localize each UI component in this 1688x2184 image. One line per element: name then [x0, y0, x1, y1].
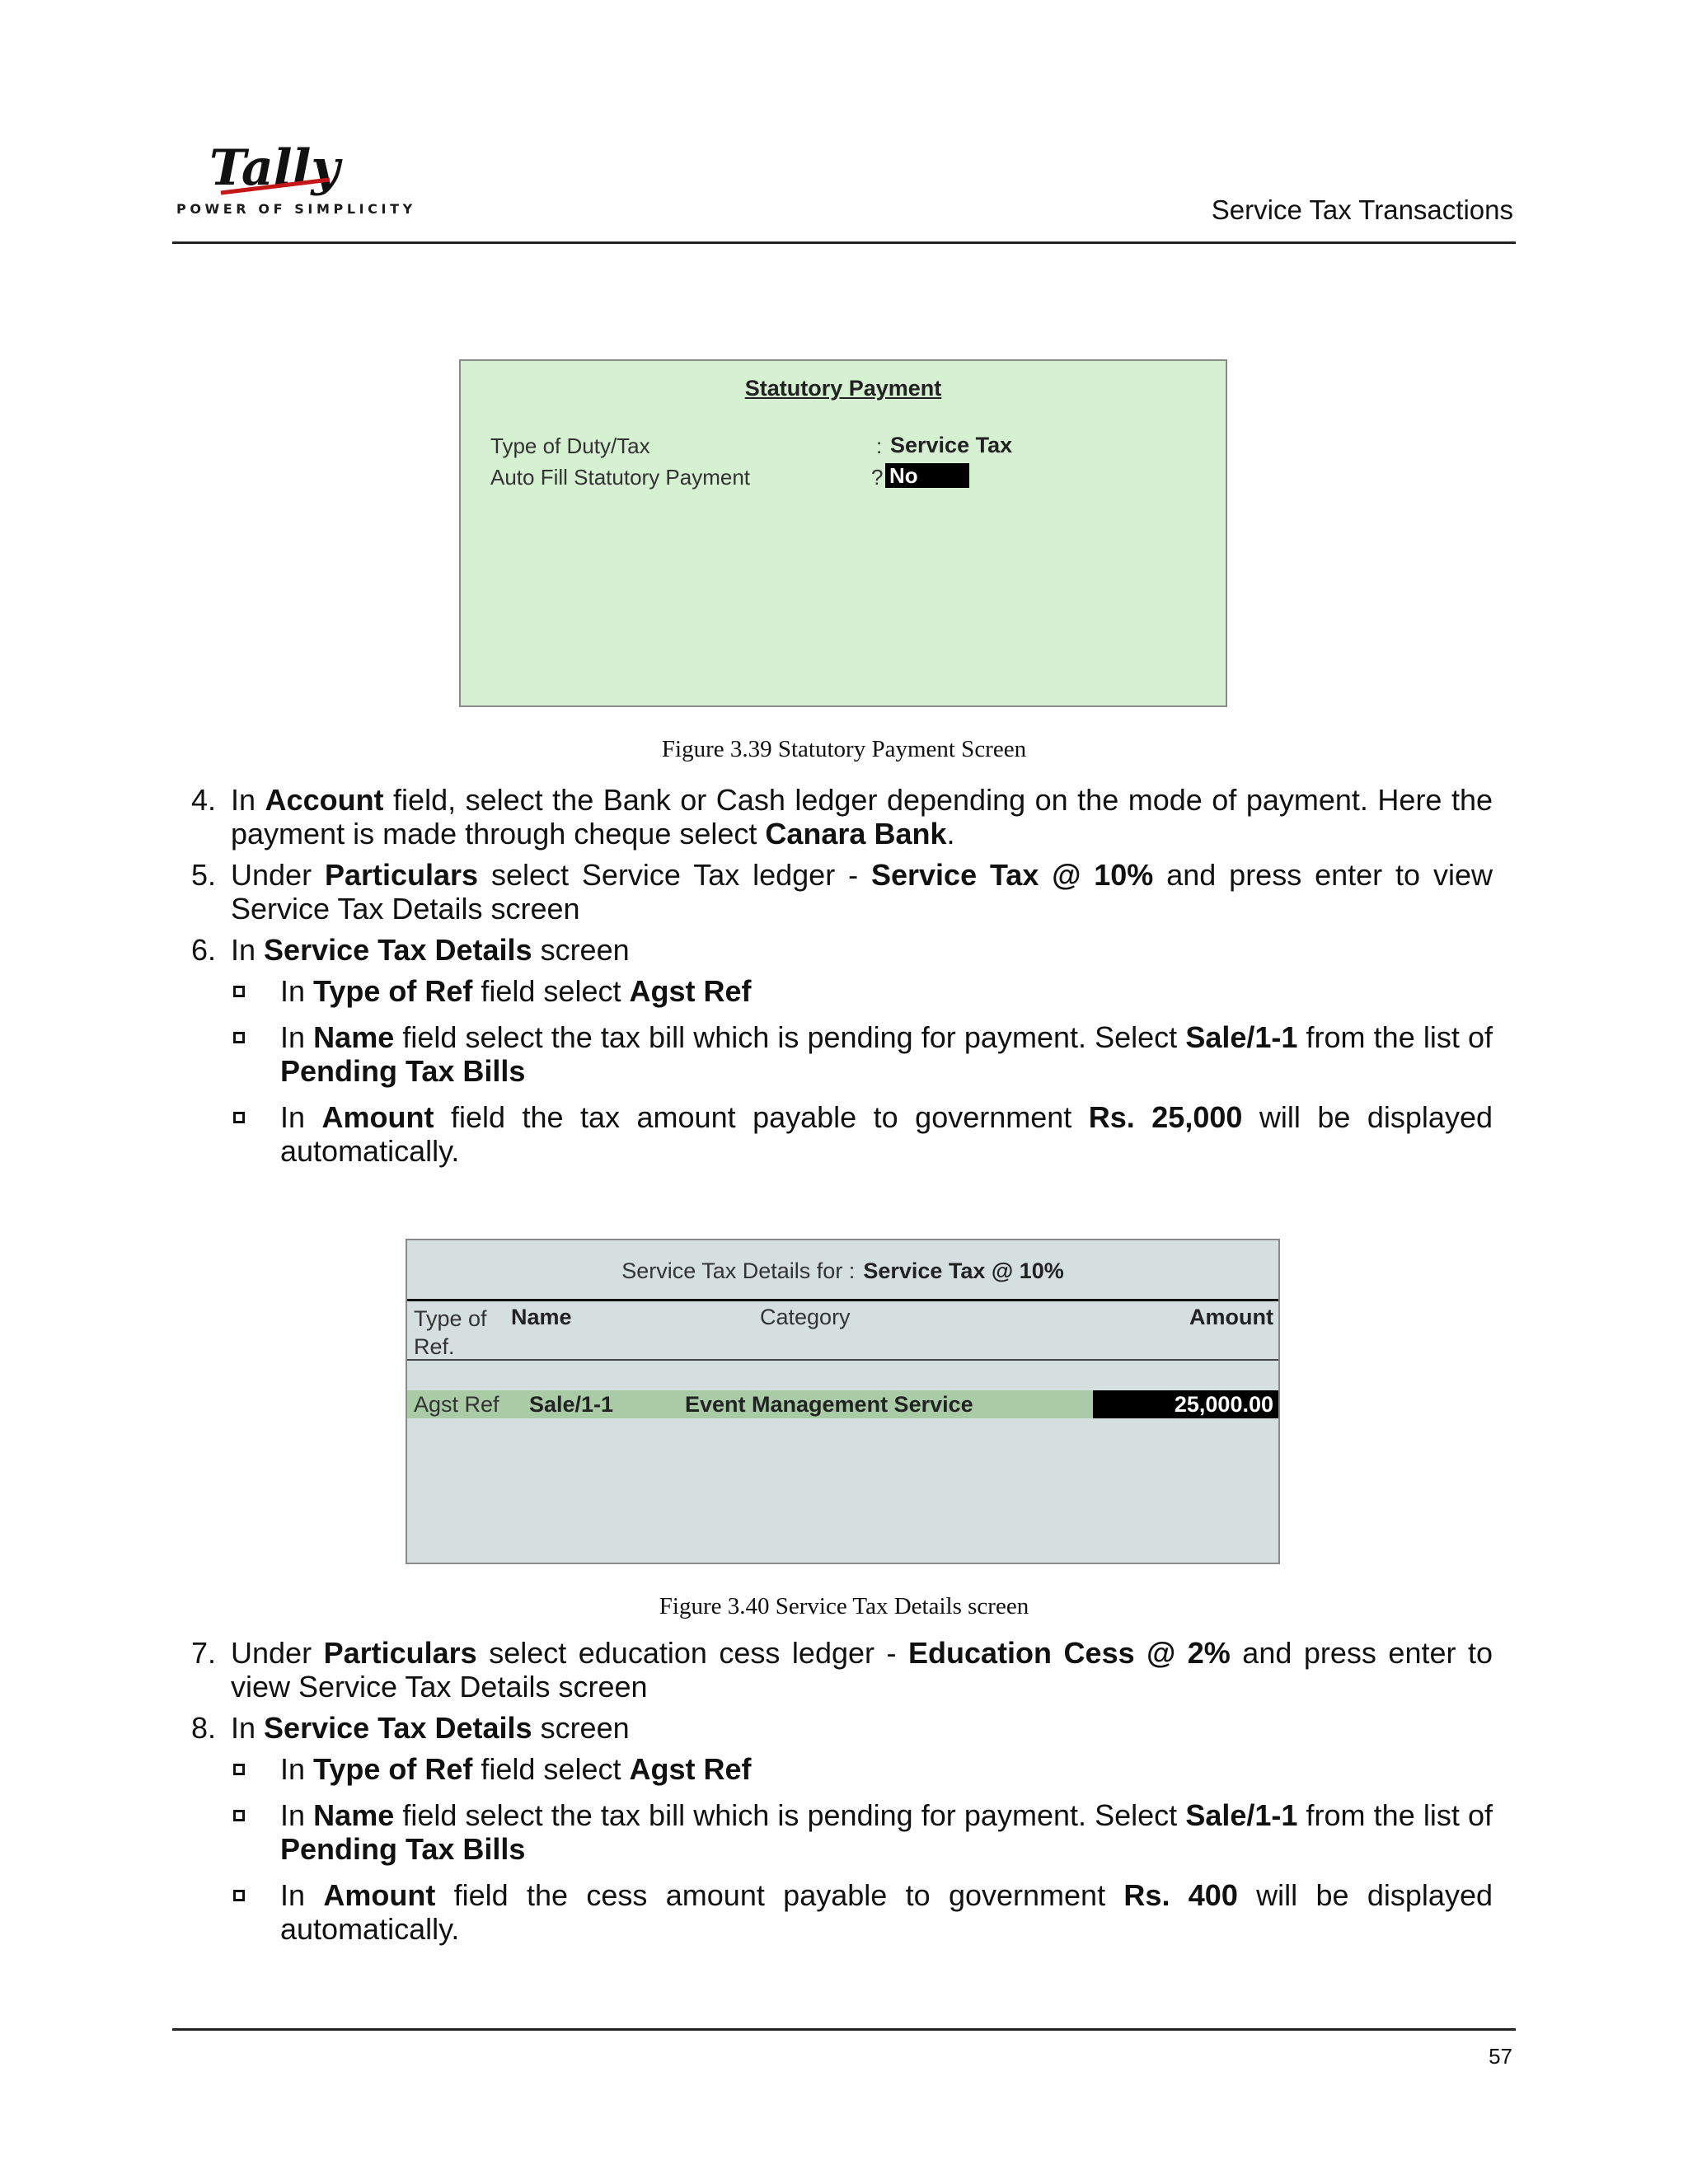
footer-divider: [172, 2028, 1516, 2031]
screen-title: Statutory Payment: [744, 376, 942, 401]
tally-logo-icon: [206, 138, 346, 203]
column-header-type: Type of Ref.: [414, 1306, 487, 1359]
list-item: In Amount field the cess amount payable to government Rs. 400 will be displayed automatically.: [191, 1878, 1493, 1946]
cell-type-of-ref[interactable]: Agst Ref: [414, 1392, 499, 1417]
logo-tagline: POWER OF SIMPLICITY: [176, 201, 416, 217]
list-item: In Name field select the tax bill which is pending for payment. Select Sale/1-1 from the list of Pending Tax Bills: [191, 1020, 1493, 1088]
statutory-payment-screen: [459, 359, 1227, 707]
column-header-category: Category: [760, 1305, 851, 1329]
column-header-name: Name: [511, 1305, 572, 1329]
svg-text:Tally: Tally: [209, 139, 340, 197]
square-bullet-icon: [233, 1890, 245, 1901]
field-label-auto-fill: Auto Fill Statutory Payment: [490, 465, 751, 490]
figure-caption: Figure 3.40 Service Tax Details screen: [659, 1593, 1029, 1619]
list-item: 4. In Account field, select the Bank or Cash ledger depending on the mode of payment. Here the payment is made through cheque select Canara Bank.: [191, 783, 1493, 851]
screen-heading: Service Tax Details for : Service Tax @ 10%: [621, 1258, 1064, 1283]
cell-category: Event Management Service: [685, 1392, 973, 1417]
columns-divider: [407, 1359, 1278, 1361]
list-item: In Type of Ref field select Agst Ref: [191, 1752, 1493, 1786]
page-header-title: Service Tax Transactions: [1211, 194, 1513, 225]
step-number: 5.: [191, 858, 217, 892]
square-bullet-icon: [233, 1764, 245, 1775]
square-bullet-icon: [233, 1810, 245, 1821]
field-separator: :: [876, 434, 883, 458]
square-bullet-icon: [233, 1032, 245, 1043]
field-separator: ?: [871, 465, 884, 490]
table-row[interactable]: [407, 1390, 1278, 1418]
tally-logo: [176, 138, 416, 217]
instruction-block: [191, 1636, 1493, 1958]
field-label-duty-type: Type of Duty/Tax: [490, 434, 650, 458]
list-item: 7. Under Particulars select education cess ledger - Education Cess @ 2% and press enter to view Service Tax Details screen: [191, 1636, 1493, 1704]
instruction-block: [191, 783, 1493, 1180]
column-header-amount: Amount: [1189, 1305, 1273, 1329]
field-input-auto-fill[interactable]: No: [885, 463, 969, 488]
square-bullet-icon: [233, 986, 245, 997]
page-number: 57: [1489, 2044, 1512, 2069]
service-tax-details-screen: [406, 1239, 1280, 1564]
list-item: In Type of Ref field select Agst Ref: [191, 974, 1493, 1008]
cell-name[interactable]: Sale/1-1: [529, 1392, 614, 1417]
list-item: In Amount field the tax amount payable to government Rs. 25,000 will be displayed automatically.: [191, 1100, 1493, 1168]
step-number: 4.: [191, 783, 217, 817]
figure-caption: Figure 3.39 Statutory Payment Screen: [661, 736, 1027, 762]
cell-amount-input[interactable]: 25,000.00: [1093, 1390, 1278, 1418]
step-number: 6.: [191, 933, 217, 967]
list-item: 6. In Service Tax Details screen: [191, 933, 630, 967]
header-divider: [407, 1299, 1278, 1301]
list-item: In Name field select the tax bill which is pending for payment. Select Sale/1-1 from the list of Pending Tax Bills: [191, 1798, 1493, 1866]
square-bullet-icon: [233, 1112, 245, 1123]
step-number: 7.: [191, 1636, 217, 1670]
list-item: 5. Under Particulars select Service Tax ledger - Service Tax @ 10% and press enter to view Service Tax Details screen: [191, 858, 1493, 926]
list-item: 8. In Service Tax Details screen: [191, 1711, 630, 1745]
header-divider: [172, 241, 1516, 244]
heading-ledger-name: Service Tax @ 10%: [863, 1258, 1064, 1283]
field-value-duty-type[interactable]: Service Tax: [890, 433, 1013, 457]
step-number: 8.: [191, 1711, 217, 1745]
